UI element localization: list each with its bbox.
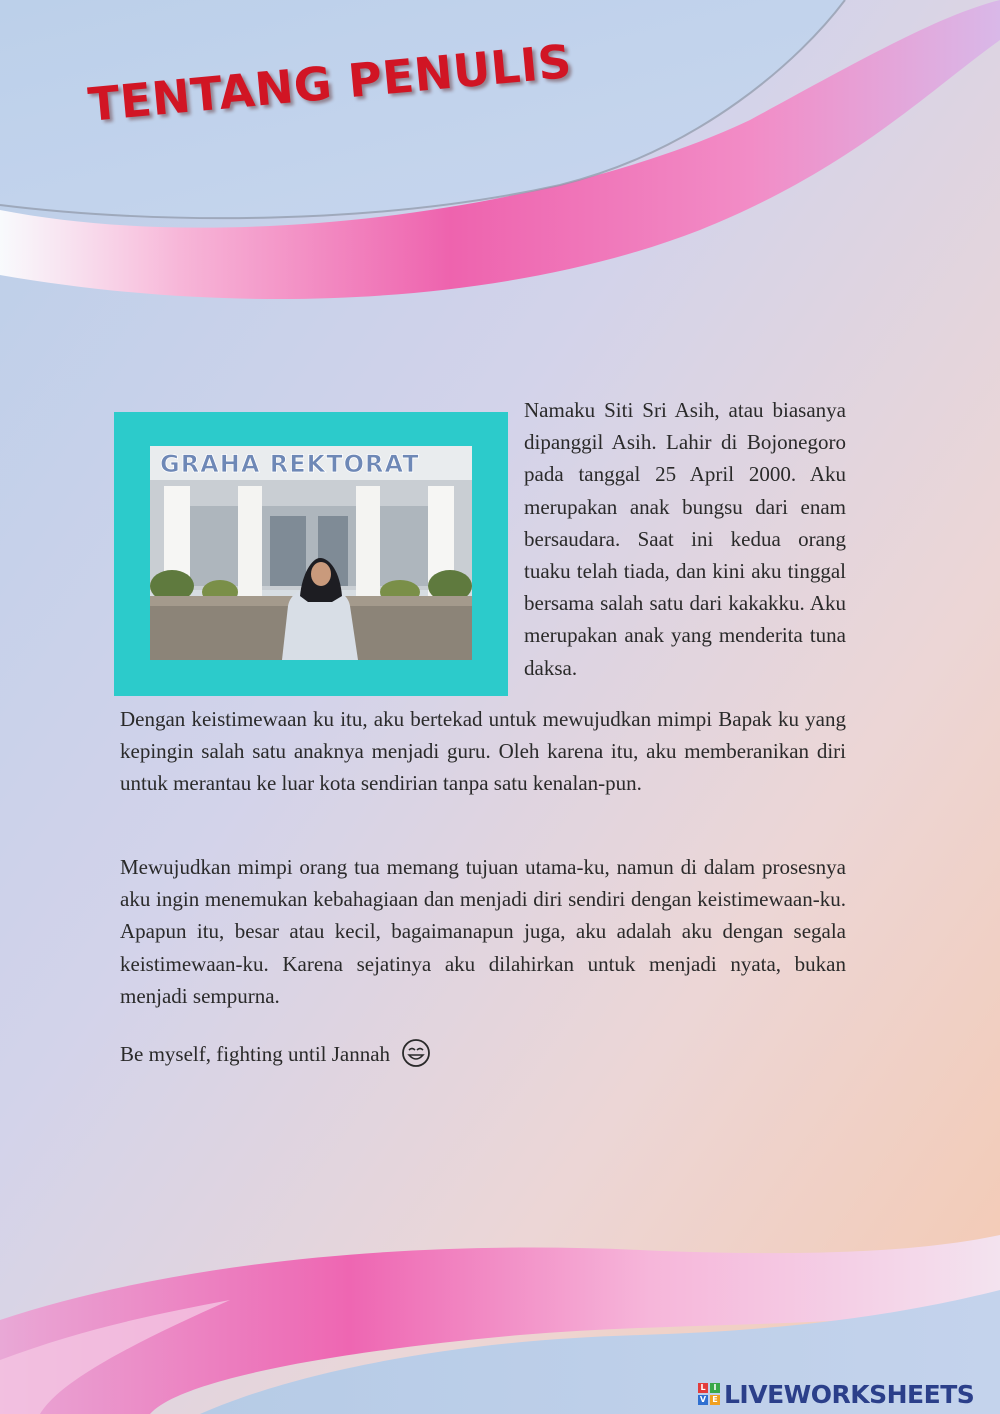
logo-letter: I [710, 1383, 720, 1393]
body-paragraph-2: Mewujudkan mimpi orang tua memang tujuan utama-ku, namun di dalam prosesnya aku ingin menemukan kebahagiaan dan menjadi diri sendiri dengan keistimewaan-ku. Apapun itu, besar atau kecil, bagaimanapun juga, aku adalah aku dengan segala keistimewaan-ku. Karena sejatinya aku dilahirkan untuk menjadi nyata, bukan menjadi sempurna. [120, 855, 846, 1008]
building-sign-text: GRAHA REKTORAT [160, 450, 420, 478]
page-title: TENTANG PENULIS [86, 34, 574, 132]
smiley-icon [401, 1038, 431, 1077]
liveworksheets-logo-icon [698, 1383, 720, 1405]
liveworksheets-text: LIVEWORKSHEETS [724, 1379, 975, 1409]
closing-text: Be myself, fighting until Jannah [120, 1042, 391, 1066]
logo-letter: L [698, 1383, 708, 1393]
liveworksheets-watermark [698, 1379, 974, 1409]
body-paragraph-1: Dengan keistimewaan ku itu, aku bertekad untuk mewujudkan mimpi Bapak ku yang kepingin salah satu anaknya menjadi guru. Oleh karena itu, aku memberanikan diri untuk merantau ke luar kota sendirian tanpa satu kenalan-pun. [120, 707, 846, 796]
intro-paragraph: Namaku Siti Sri Asih, atau biasanya dipanggil Asih. Lahir di Bojonegoro pada tanggal 25 April 2000. Aku merupakan anak bungsu dari enam bersaudara. Saat ini kedua orang tuaku telah tiada, dan kini aku tinggal bersama salah satu dari kakakku. Aku merupakan anak yang menderita tuna daksa. [524, 398, 846, 680]
logo-letter: E [710, 1395, 720, 1405]
author-photo-frame [114, 412, 508, 696]
author-photo [150, 446, 472, 660]
closing-line [120, 1038, 431, 1077]
logo-letter: V [699, 1395, 707, 1404]
